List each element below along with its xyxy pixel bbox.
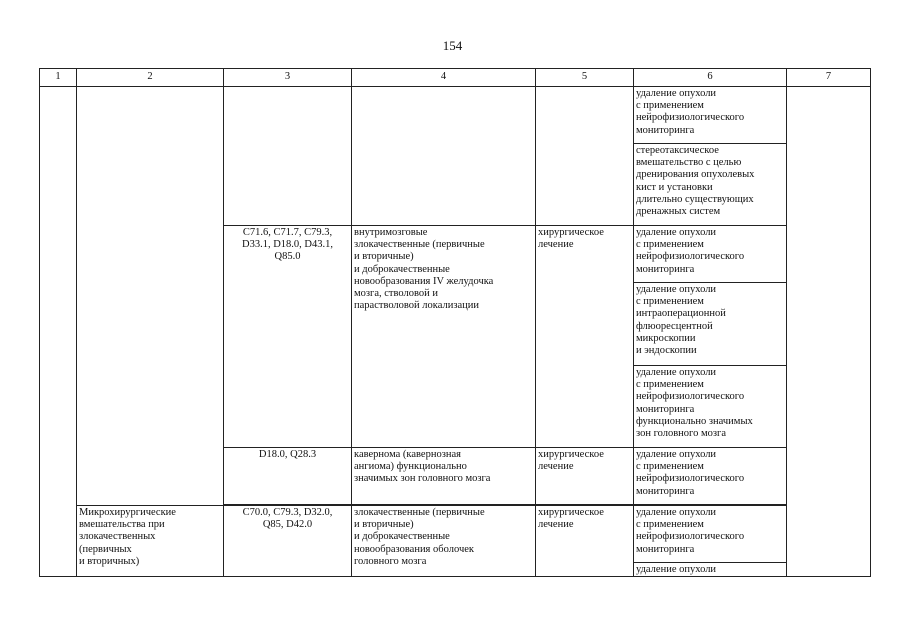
col5-cell — [536, 87, 634, 226]
text-line: и доброкачественные — [354, 263, 450, 275]
text-line: новообразования оболочек — [354, 543, 474, 555]
text-line: нейрофизиологического — [636, 531, 745, 543]
text-line: дренажных систем — [636, 206, 721, 218]
diagnosis-cell — [352, 448, 536, 505]
text-line: злокачественных — [79, 531, 156, 543]
column-header-2: 2 — [77, 69, 224, 87]
text-line: стереотаксическое — [636, 145, 719, 156]
text-line: парастволовой локализации — [354, 300, 480, 312]
text-line: с применением — [636, 100, 704, 112]
treatment-type-cell — [536, 226, 634, 448]
col2-cell — [77, 87, 224, 506]
text-line: и вторичных) — [79, 555, 140, 567]
text-line: длительно существующих — [636, 193, 754, 205]
text-line: D18.0, Q28.3 — [258, 449, 317, 460]
text-line: с применением — [636, 379, 704, 391]
treatment-table — [39, 68, 871, 577]
text-line: мониторинга — [636, 485, 695, 497]
text-line: вмешательства при — [79, 519, 165, 531]
procedure-group-cell — [77, 506, 224, 577]
text-line: злокачественные (первичные — [354, 507, 485, 518]
icd-codes-cell — [224, 448, 352, 505]
text-line: (первичных — [79, 543, 132, 555]
method-cell — [634, 506, 787, 563]
text-line: головного мозга — [354, 555, 427, 567]
method-cell — [634, 563, 787, 577]
method-cell — [634, 448, 787, 505]
text-line: Q85, D42.0 — [262, 519, 313, 531]
text-line: микроскопии — [636, 332, 696, 344]
text-line: и доброкачественные — [354, 531, 450, 543]
text-line: нейрофизиологического — [636, 251, 745, 263]
text-line: D33.1, D18.0, D43.1, — [242, 239, 333, 251]
text-line: дренирования опухолевых — [636, 169, 755, 181]
text-line: нейрофизиологического — [636, 391, 745, 403]
icd-codes-cell — [224, 506, 352, 577]
col7-cell — [787, 87, 871, 577]
text-line: мониторинга — [636, 124, 695, 136]
column-header-4: 4 — [352, 69, 536, 87]
column-header-5: 5 — [536, 69, 634, 87]
column-header-7: 7 — [787, 69, 871, 87]
text-line: нейрофизиологического — [636, 473, 745, 485]
text-line: функционально значимых — [636, 415, 753, 427]
column-header-3: 3 — [224, 69, 352, 87]
table-row — [40, 506, 871, 563]
text-line: с применением — [636, 239, 704, 251]
text-line: и эндоскопии — [636, 345, 697, 357]
text-line: мониторинга — [636, 263, 695, 275]
text-line: удаление опухоли — [636, 449, 717, 460]
text-line: новообразования IV желудочка — [354, 275, 494, 287]
method-cell — [634, 87, 787, 144]
text-line: с применением — [636, 461, 704, 473]
text-line: удаление опухоли — [636, 284, 717, 295]
col4-cell — [352, 87, 536, 226]
text-line: C70.0, C79.3, D32.0, — [242, 507, 333, 518]
text-line: мониторинга — [636, 403, 695, 415]
text-line: флюоресцентной — [636, 320, 713, 332]
column-number-row — [40, 69, 871, 87]
text-line: мозга, стволовой и — [354, 288, 438, 300]
treatment-type-cell — [536, 448, 634, 505]
text-line: злокачественные (первичные — [354, 239, 485, 251]
text-line: удаление опухоли — [636, 88, 717, 99]
text-line: лечение — [538, 239, 574, 251]
text-line: интраоперационной — [636, 308, 726, 320]
method-cell — [634, 226, 787, 283]
table-row — [40, 87, 871, 144]
text-line: лечение — [538, 461, 574, 473]
col1-cell — [40, 87, 77, 577]
text-line: мониторинга — [636, 543, 695, 555]
text-line: вмешательство с целью — [636, 157, 742, 169]
diagnosis-cell — [352, 506, 536, 577]
text-line: хирургическое — [538, 449, 604, 460]
text-line: хирургическое — [538, 227, 604, 238]
text-line: и вторичные) — [354, 251, 414, 263]
text-line: и вторичные) — [354, 519, 414, 531]
text-line: ангиома) функционально — [354, 461, 467, 473]
text-line: кист и установки — [636, 181, 713, 193]
text-line: удаление опухоли — [636, 507, 717, 518]
text-line: лечение — [538, 519, 574, 531]
treatment-type-cell — [536, 506, 634, 577]
text-line: с применением — [636, 296, 704, 308]
column-header-6: 6 — [634, 69, 787, 87]
text-line: удаление опухоли — [636, 564, 717, 575]
text-line: значимых зон головного мозга — [354, 473, 491, 485]
text-line: внутримозговые — [354, 227, 428, 238]
text-line: кавернома (кавернозная — [354, 449, 461, 460]
col3-cell — [224, 87, 352, 226]
method-cell — [634, 366, 787, 448]
text-line: зон головного мозга — [636, 428, 726, 440]
text-line: Q85.0 — [274, 251, 301, 263]
page-number: 154 — [442, 38, 463, 53]
icd-codes-cell — [224, 226, 352, 448]
text-line: хирургическое — [538, 507, 604, 518]
text-line: C71.6, C71.7, C79.3, — [242, 227, 333, 238]
diagnosis-cell — [352, 226, 536, 448]
text-line: удаление опухоли — [636, 367, 717, 378]
text-line: Микрохирургические — [79, 507, 176, 518]
column-header-1: 1 — [40, 69, 77, 87]
method-cell — [634, 144, 787, 226]
text-line: нейрофизиологического — [636, 112, 745, 124]
text-line: удаление опухоли — [636, 227, 717, 238]
method-cell — [634, 283, 787, 366]
text-line: с применением — [636, 519, 704, 531]
